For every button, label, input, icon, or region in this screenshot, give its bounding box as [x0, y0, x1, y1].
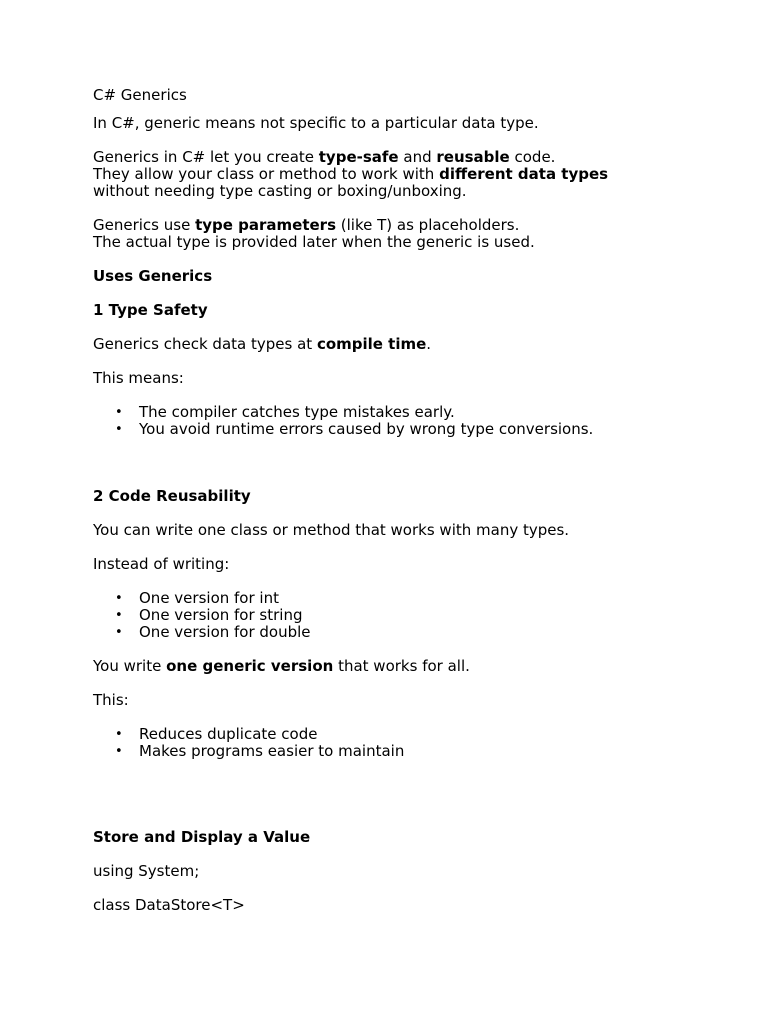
paragraph-type-parameters	[93, 217, 768, 234]
store-display-heading	[93, 829, 768, 846]
list-item: • Makes programs easier to maintain	[139, 743, 768, 760]
paragraph-type-safe-reusable	[93, 149, 768, 166]
this-label: This:	[93, 691, 129, 709]
text-run: and	[398, 148, 437, 166]
heading-text: Store and Display a Value	[93, 828, 311, 846]
bold-compile-time: compile time	[316, 335, 427, 353]
versions-list	[93, 590, 768, 641]
this-means-label: This means:	[93, 369, 184, 387]
paragraph-actual-type: The actual type is provided later when the generic is used.	[93, 233, 535, 251]
list-item: • One version for int	[139, 590, 768, 607]
code-line-using: using System;	[93, 862, 200, 880]
text-run: They allow your class or method to work with	[93, 165, 440, 183]
list-item: • The compiler catches type mistakes early.	[139, 404, 768, 421]
paragraph-no-casting: without needing type casting or boxing/unboxing.	[93, 182, 467, 200]
document-title: C# Generics	[93, 86, 187, 104]
heading-text: 1 Type Safety	[93, 301, 208, 319]
bold-type-parameters: type parameters	[195, 216, 337, 234]
uses-generics-heading	[93, 268, 768, 285]
text-run: (like T) as placeholders.	[336, 216, 520, 234]
code-reusability-heading	[93, 488, 768, 505]
list-item: • Reduces duplicate code	[139, 726, 768, 743]
benefits-list	[93, 726, 768, 760]
bold-reusable: reusable	[436, 148, 510, 166]
intro-paragraph: In C#, generic means not specific to a particular data type.	[93, 114, 539, 132]
text-run: Generics check data types at	[93, 335, 317, 353]
code-line-class: class DataStore<T>	[93, 896, 245, 914]
text-run: Generics in C# let you create	[93, 148, 319, 166]
list-item: • You avoid runtime errors caused by wrong type conversions.	[139, 421, 768, 438]
list-item: • One version for string	[139, 607, 768, 624]
heading-text: 2 Code Reusability	[93, 487, 251, 505]
instead-of-writing-label: Instead of writing:	[93, 555, 230, 573]
text-run: code.	[509, 148, 556, 166]
text-run: Generics use	[93, 216, 196, 234]
type-safety-list	[93, 404, 768, 438]
list-item: • One version for double	[139, 624, 768, 641]
bold-type-safe: type-safe	[318, 148, 399, 166]
paragraph-different-types	[93, 166, 768, 183]
text-run: You write	[93, 657, 167, 675]
bold-different-data-types: different data types	[439, 165, 609, 183]
type-safety-heading	[93, 302, 768, 319]
text-run: that works for all.	[333, 657, 470, 675]
compile-time-paragraph	[93, 336, 768, 353]
bold-one-generic-version: one generic version	[166, 657, 334, 675]
heading-text: Uses Generics	[93, 267, 213, 285]
reusability-paragraph: You can write one class or method that works with many types.	[93, 521, 570, 539]
generic-version-paragraph	[93, 658, 768, 675]
text-run: .	[426, 335, 432, 353]
